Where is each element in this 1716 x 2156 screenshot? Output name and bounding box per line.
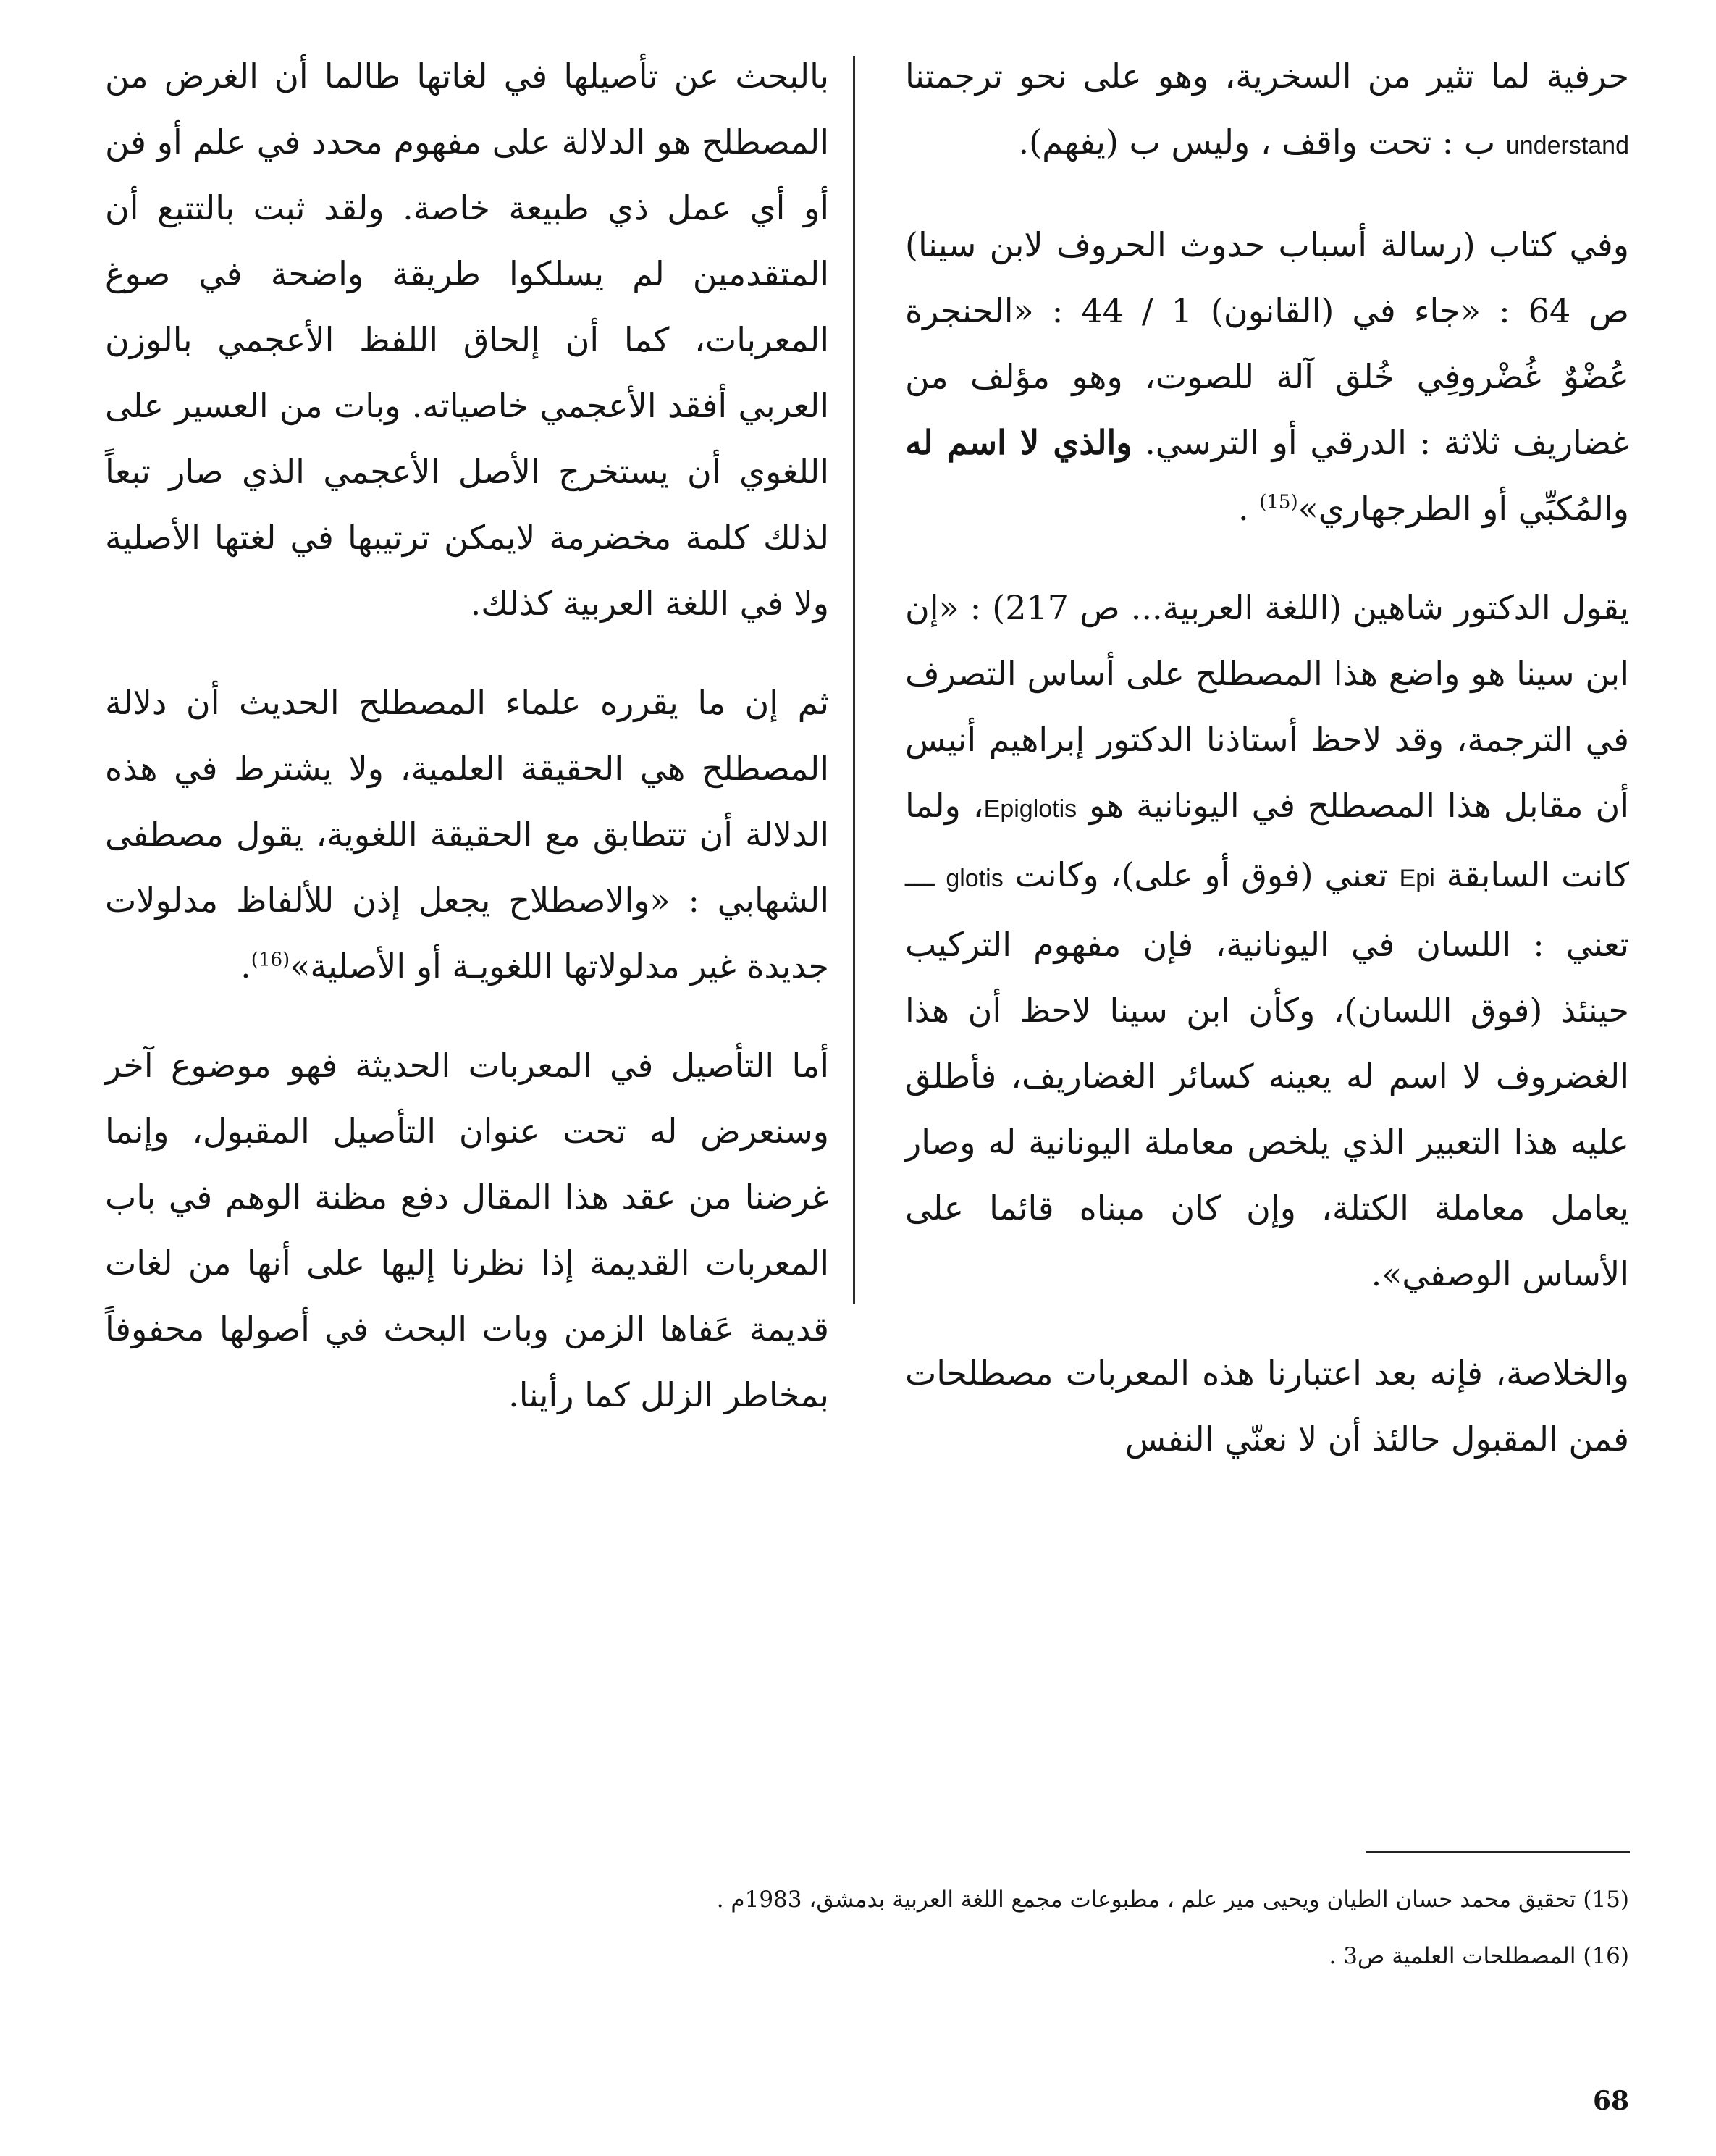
text-run: ثم إن ما يقرره علماء المصطلح الحديث أن دلالة المصطلح هي الحقيقة العلمية، ولا يشترط في هذه الدلالة أن تتطابق مع الحقيقة اللغوية، يقول مصطفى الشهابي : «والاصطلاح يجعل إذن للألفاظ مدلولات جديدة غير مدلولاتها اللغويـة أو الأصلية» [105, 683, 829, 986]
paragraph [105, 43, 829, 637]
paragraph [905, 575, 1629, 1307]
footnotes [434, 1883, 1629, 1996]
right-column [905, 43, 1629, 1472]
latin-term: Epi [1399, 865, 1435, 892]
paragraph [105, 670, 829, 999]
footnote-15: (15) تحقيق محمد حسان الطيان ويحيى مير علم ، مطبوعات مجمع اللغة العربية بدمشق، 1983م . [716, 1887, 1629, 1913]
footnote-rule [1366, 1851, 1630, 1853]
text-run: يقول الدكتور شاهين (اللغة العربية... ص 217) : «إن ابن سينا هو واضع هذا المصطلح على أساس التصرف في الترجمة، وقد لاحظ أستاذنا الدكتور إبراهيم أنيس أن مقابل هذا المصطلح في اليونانية هو [905, 588, 1630, 825]
text-run: بالبحث عن تأصيلها في لغاتها طالما أن الغرض من المصطلح هو الدلالة على مفهوم محدد في علم أو فن أو أي عمل ذي طبيعة خاصة. ولقد ثبت بالتتبع أن المتقدمين لم يسلكوا طريقة واضحة في صوغ المعربات، كما أن إلحاق اللفظ الأعجمي بالوزن العربي أفقد الأعجمي خاصياته. وبات من العسير على اللغوي أن يستخرج الأصل الأعجمي الذي صار تبعاً لذلك كلمة مخضرمة لايمكن ترتيبها في لغتها الأصلية ولا في اللغة العربية كذلك. [105, 56, 829, 623]
latin-term: glotis [946, 865, 1004, 892]
column-divider [853, 56, 855, 1304]
text-run: . [1237, 489, 1260, 528]
text-run: ، ولما كانت السابقة [905, 786, 1630, 894]
text-run: حرفية لما تثير من السخرية، وهو على نحو ترجمتنا [905, 56, 1629, 96]
footnote-ref: (16) [251, 949, 290, 971]
text-run: أما التأصيل في المعربات الحديثة فهو موضوع آخر وسنعرض له تحت عنوان التأصيل المقبول، وإنما غرضنا من عقد هذا المقال دفع مظنة الوهم في باب المعربات القديمة إذا نظرنا إليها على أنها من لغات قديمة عَفاها الزمن وبات البحث في أصولها محفوفاً بمخاطر الزلل كما رأينا. [105, 1046, 829, 1414]
text-run: تعني (فوق أو على)، وكانت [1014, 855, 1388, 894]
paragraph [105, 1033, 829, 1428]
latin-term: understand [1505, 132, 1629, 159]
text-run: . [240, 947, 251, 986]
left-column [105, 43, 829, 1428]
paragraph [905, 212, 1629, 542]
footnote-ref: (15) [1259, 491, 1298, 513]
text-run: والمُكبِّي أو الطرجهاري» [1297, 489, 1629, 528]
footnote-16: (16) المصطلحات العلمية ص3 . [1329, 1943, 1629, 1969]
paragraph [905, 1341, 1629, 1472]
bold-text: والذي لا اسم له [905, 423, 1132, 462]
text-run: ب : تحت واقف ، وليس ب (يفهم). [1018, 122, 1496, 162]
paragraph [905, 43, 1629, 179]
latin-term: Epiglotis [983, 795, 1077, 823]
text-run: ـــ تعني : اللسان في اليونانية، فإن مفهوم التركيب حينئذ (فوق اللسان)، وكأن ابن سينا لاحظ أن هذا الغضروف لا اسم له يعينه كسائر الغضاريف، فأطلق عليه هذا التعبير الذي يلخص معاملة اليونانية له وصار يعامل معاملة الكتلة، وإن كان مبناه قائما على الأساس الوصفي». [905, 855, 1629, 1293]
text-run: وفي كتاب (رسالة أسباب حدوث الحروف لابن سينا) ص 64 : «جاء في (القانون) 1 / 44 : «الحنجرة عُضْوٌ غُضْروفِي خُلق آلة للصوت، وهو مؤلف من غضاريف ثلاثة : الدرقي أو الترسي. [905, 225, 1630, 462]
text-run: والخلاصة، فإنه بعد اعتبارنا هذه المعربات مصطلحات فمن المقبول حالئذ أن لا نعنّي النفس [905, 1354, 1629, 1459]
page-number: 68 [1593, 2086, 1630, 2116]
